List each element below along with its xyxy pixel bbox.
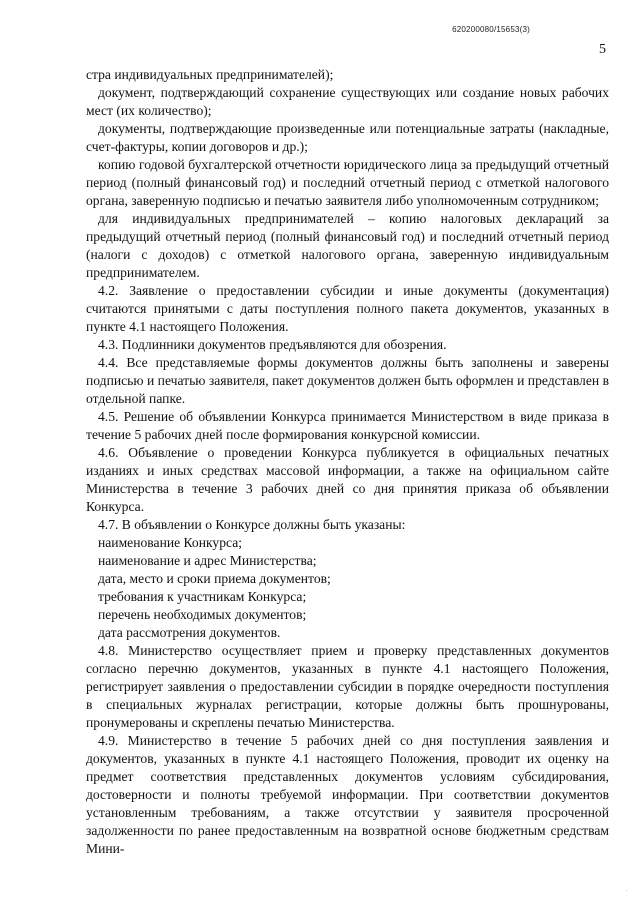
list-item-submission-dates: дата, место и сроки приема документов; — [98, 571, 331, 586]
paragraph-4-9: 4.9. Министерство в течение 5 рабочих дней со дня поступления заявления и документов, указанных в пункте 4.1 настоящего Положения, проводит их оценку на предмет соответствия представленных документов условиям субсидирования, достоверности и полноты требуемой информации. При соответствии документов установленным требованиям, а также отсутствии у заявителя просроченной задолженности по ранее предоставленным на возвратной основе бюджетным средствам Мини- — [86, 733, 609, 856]
list-item-review-date: дата рассмотрения документов. — [98, 625, 281, 640]
list-item-required-documents: перечень необходимых документов; — [98, 607, 307, 622]
list-item-contest-name: наименование Конкурса; — [98, 535, 243, 550]
paragraph-annual-reporting: копию годовой бухгалтерской отчетности юридического лица за предыдущий отчетный период (полный финансовый год) и последний отчетный период с отметкой налогового органа, заверенную подписью и печатью заявителя либо уполномоченным сотрудником; — [86, 157, 609, 208]
paragraph-4-3: 4.3. Подлинники документов предъявляются для обозрения. — [98, 337, 447, 352]
paragraph-tax-declarations: для индивидуальных предпринимателей – копию налоговых деклараций за предыдущий отчетный период (полный финансовый год) и последний отчетный период (налоги с доходов) с отметкой налогового органа, заверенную индивидуальным предпринимателем. — [86, 211, 609, 280]
document-registration-code: 620200080/15653(3) — [452, 25, 530, 34]
paragraph-4-6: 4.6. Объявление о проведении Конкурса публикуется в официальных печатных изданиях и иных средствах массовой информации, а также на официальном сайте Министерства в течение 3 рабочих дней со дня принятия приказа об объявлении Конкурса. — [86, 445, 609, 514]
paragraph-4-8: 4.8. Министерство осуществляет прием и проверку представленных документов согласно перечню документов, указанных в пункте 4.1 настоящего Положения, регистрирует заявления о предоставлении субсидии в порядке очередности поступления в специальных журналах регистрации, которые должны быть прошнурованы, пронумерованы и скреплены печатью Министерства. — [86, 643, 609, 730]
paragraph-4-4: 4.4. Все представляемые формы документов должны быть заполнены и заверены подписью и печатью заявителя, пакет документов должен быть оформлен и представлен в отдельной папке. — [86, 355, 609, 406]
paragraph-continuation: стра индивидуальных предпринимателей); — [86, 67, 334, 82]
page-number: 5 — [599, 42, 606, 57]
paragraph-4-7: 4.7. В объявлении о Конкурсе должны быть указаны: — [98, 517, 406, 532]
document-body — [86, 66, 609, 858]
list-item-ministry-address: наименование и адрес Министерства; — [98, 553, 317, 568]
paragraph-costs-documents: документы, подтверждающие произведенные или потенциальные затраты (накладные, счет-фактуры, копии договоров и др.); — [86, 121, 609, 154]
paragraph-4-2: 4.2. Заявление о предоставлении субсидии и иные документы (документация) считаются принятыми с даты поступления полного пакета документов, указанных в пункте 4.1 настоящего Положения. — [86, 283, 609, 334]
paragraph-jobs-document: документ, подтверждающий сохранение существующих или создание новых рабочих мест (их количество); — [86, 85, 609, 118]
list-item-participant-requirements: требования к участникам Конкурса; — [98, 589, 307, 604]
paragraph-4-5: 4.5. Решение об объявлении Конкурса принимается Министерством в виде приказа в течение 5 рабочих дней после формирования конкурсной комиссии. — [86, 409, 609, 442]
scan-corner-mark: · — [625, 886, 628, 895]
